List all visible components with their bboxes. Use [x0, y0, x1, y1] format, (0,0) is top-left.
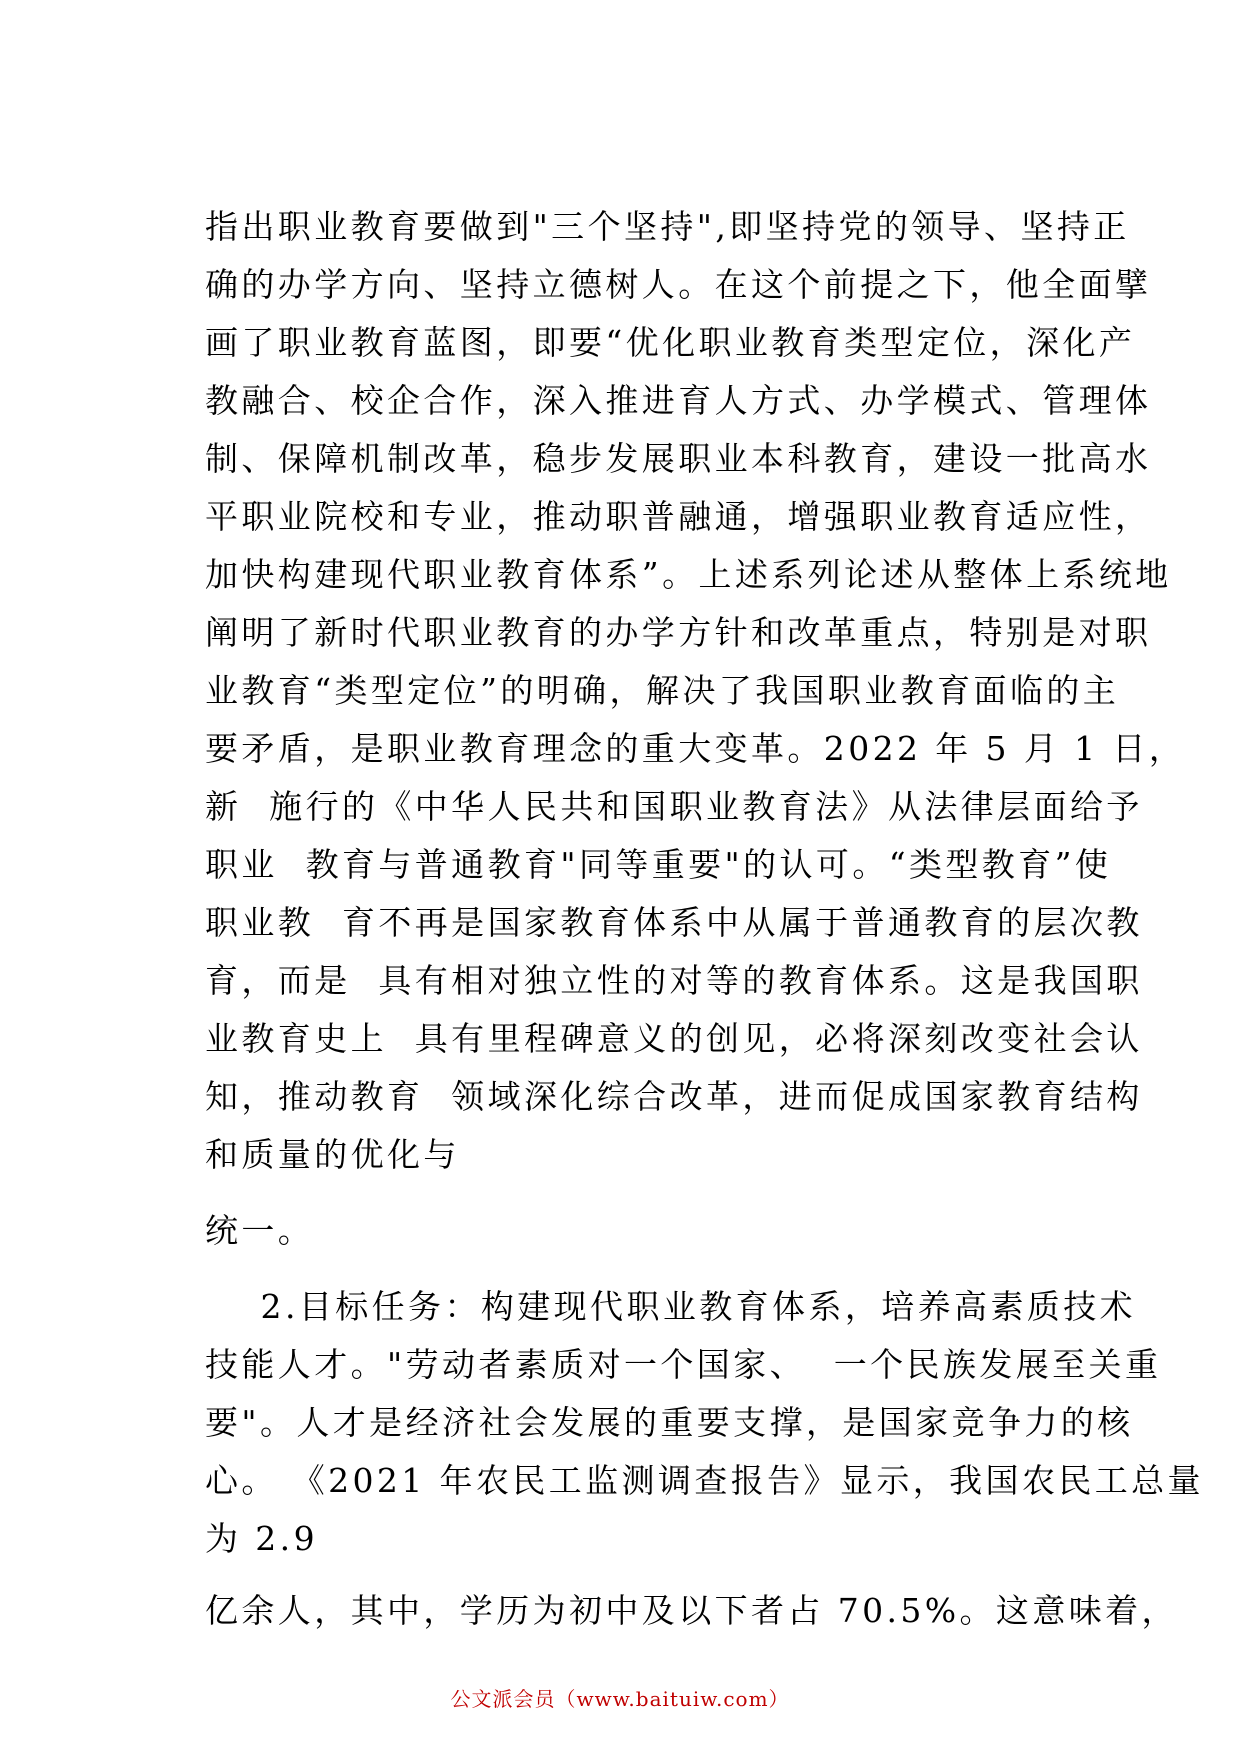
paragraph-line: 制、保障机制改革，稳步发展职业本科教育，建设一批高水 [205, 439, 1152, 478]
paragraph-line: 职业教 育不再是国家教育体系中从属于普通教育的层次教 [205, 903, 1143, 942]
footer-watermark-link[interactable]: 公文派会员（www.baituiw.com） [450, 1687, 790, 1711]
paragraph-line: 统一。 [205, 1211, 315, 1250]
paragraph-line: 为 2.9 [205, 1519, 318, 1558]
paragraph-line: 教融合、校企合作，深入推进育人方式、办学模式、管理体 [205, 381, 1152, 420]
paragraph-line: 技能人才。"劳动者素质对一个国家、 一个民族发展至关重 [205, 1345, 1162, 1384]
paragraph-line: 2.目标任务：构建现代职业教育体系，培养高素质技术 [205, 1287, 1137, 1326]
paragraph-line: 确的办学方向、坚持立德树人。在这个前提之下，他全面擘 [205, 265, 1152, 304]
paragraph-line: 要"。人才是经济社会发展的重要支撑，是国家竞争力的核 [205, 1403, 1134, 1442]
paragraph-line: 亿余人，其中，学历为初中及以下者占 70.5%。这意味着， [205, 1591, 1178, 1630]
paragraph-line: 知，推动教育 领域深化综合改革，进而促成国家教育结构 [205, 1077, 1143, 1116]
paragraph-line: 指出职业教育要做到"三个坚持",即坚持党的领导、坚持正 [205, 207, 1130, 246]
paragraph-line: 职业 教育与普通教育"同等重要"的认可。“类型教育”使 [205, 845, 1112, 884]
paragraph-line: 新 施行的《中华人民共和国职业教育法》从法律层面给予 [205, 787, 1143, 826]
paragraph-line: 育，而是 具有相对独立性的对等的教育体系。这是我国职 [205, 961, 1143, 1000]
paragraph-line: 平职业院校和专业，推动职普融通，增强职业教育适应性， [205, 497, 1152, 536]
paragraph-line: 加快构建现代职业教育体系”。上述系列论述从整体上系统地 [205, 555, 1172, 594]
paragraph-line: 要矛盾，是职业教育理念的重大变革。2022 年 5 月 1 日， [205, 729, 1186, 768]
paragraph-line: 阐明了新时代职业教育的办学方针和改革重点，特别是对职 [205, 613, 1152, 652]
paragraph-line: 业教育“类型定位”的明确，解决了我国职业教育面临的主 [205, 671, 1120, 710]
paragraph-line: 心。 《2021 年农民工监测调查报告》显示，我国农民工总量 [205, 1461, 1204, 1500]
paragraph-line: 画了职业教育蓝图，即要“优化职业教育类型定位，深化产 [205, 323, 1136, 362]
paragraph-line: 业教育史上 具有里程碑意义的创见，必将深刻改变社会认 [205, 1019, 1143, 1058]
paragraph-line: 和质量的优化与 [205, 1135, 460, 1174]
